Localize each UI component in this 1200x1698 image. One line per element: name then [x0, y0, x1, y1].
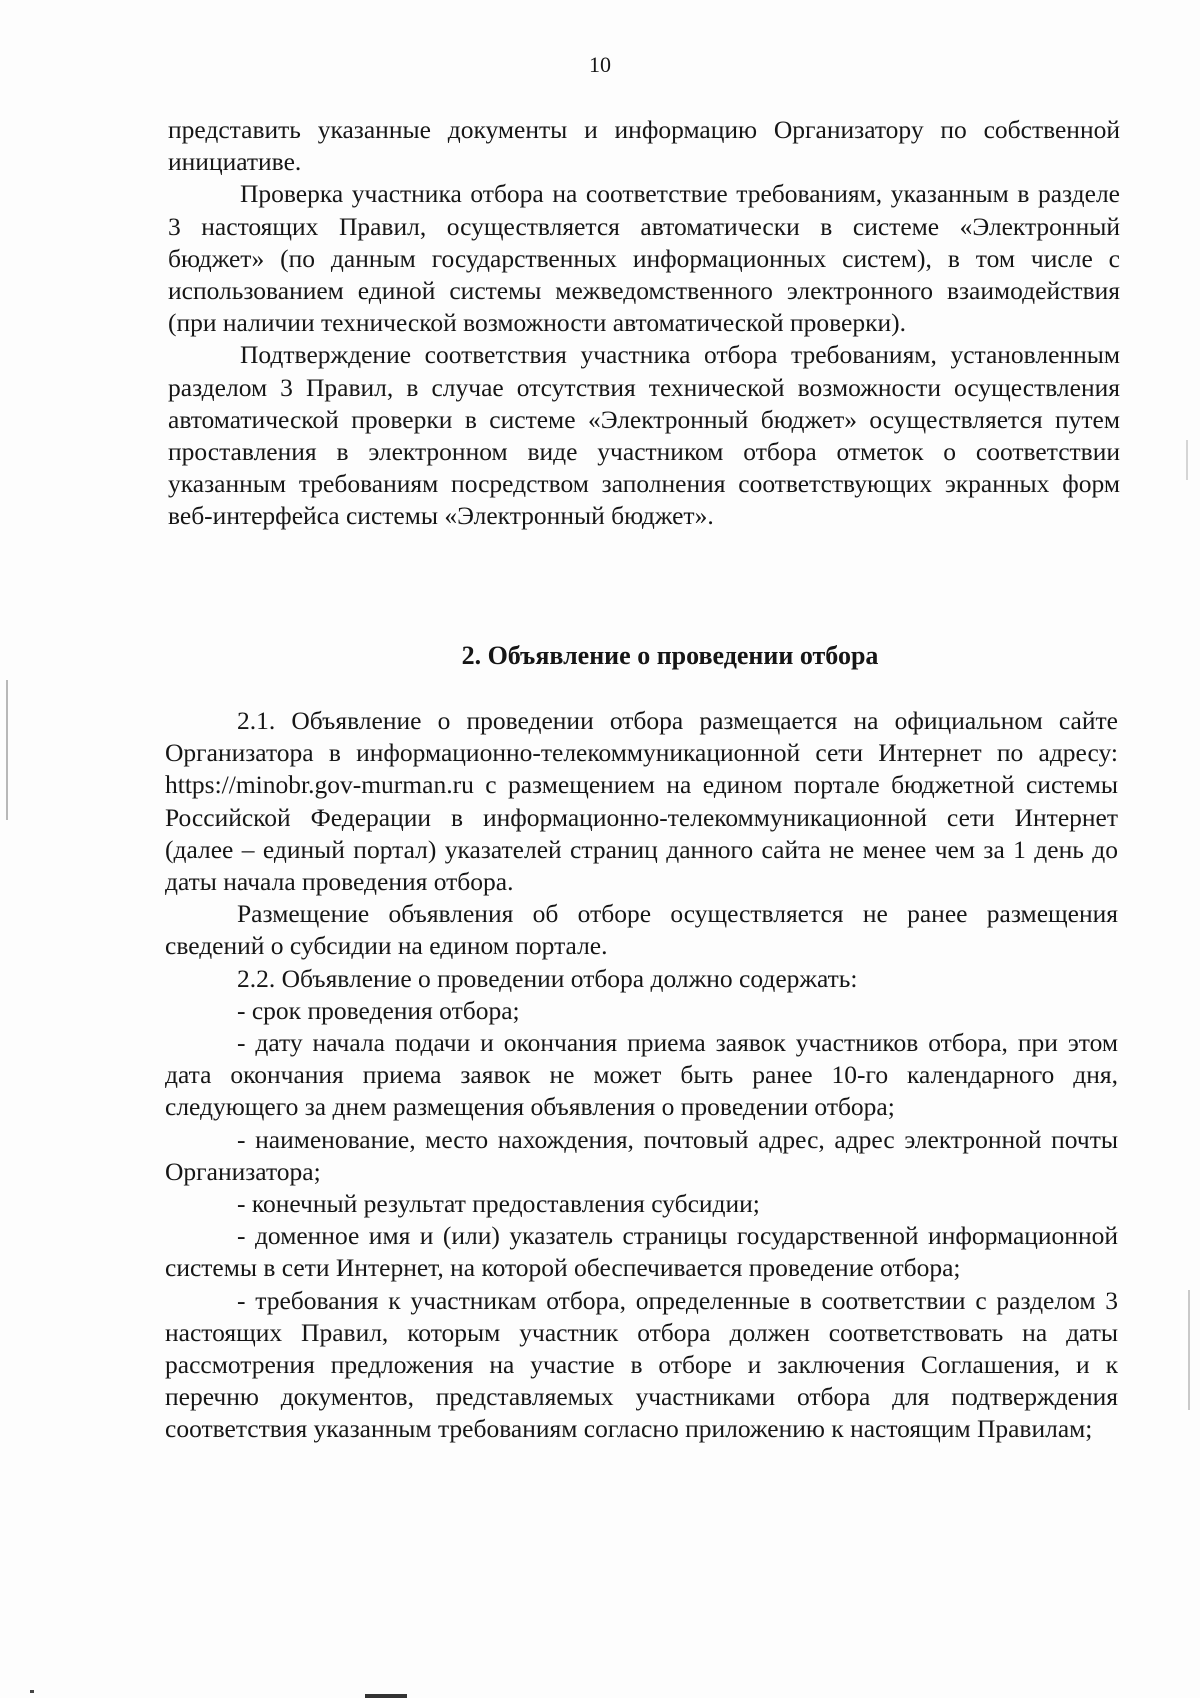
list-item-requirements: - требования к участникам отбора, определенные в соответствии с разделом 3 настоящих Правил, которым участник отбора должен соответствовать на даты рассмотрения предложения на участие в отборе и заключения Соглашения, и к перечню документов, представляемых участниками отбора для подтверждения соответствия указанным требованиям согласно приложению к настоящим Правилам;	[165, 1285, 1118, 1444]
paragraph-placement: Размещение объявления об отборе осуществляется не ранее размещения сведений о субсидии на едином портале.	[165, 899, 1118, 961]
section-1-body	[168, 114, 1120, 533]
page-number: 10	[589, 52, 611, 77]
scan-artifact-dot	[30, 1690, 34, 1693]
section-heading: 2. Объявление о проведении отбора	[461, 641, 879, 670]
paragraph-confirmation: Подтверждение соответствия участника отбора требованиям, установленным разделом 3 Правил, в случае отсутствия технической возможности осуществления автоматической проверки в системе «Электронный бюджет» осуществляется путем проставления в электронном виде участником отбора отметок о соответствии указанным требованиям посредством заполнения соответствующих экранных форм веб-интерфейса системы «Электронный бюджет».	[168, 340, 1120, 531]
paragraph-2-1: 2.1. Объявление о проведении отбора размещается на официальном сайте Организатора в информационно-телекоммуникационной сети Интернет по адресу: https://minobr.gov-murman.ru с размещением на едином портале бюджетной системы Российской Федерации в информационно-телекоммуникационной сети Интернет (далее – единый портал) указателей страниц данного сайта не менее чем за 1 день до даты начала проведения отбора.	[165, 706, 1118, 897]
list-item-dates: - дату начала подачи и окончания приема заявок участников отбора, при этом дата окончания приема заявок не может быть ранее 10-го календарного дня, следующего за днем размещения объявления о проведении отбора;	[165, 1028, 1118, 1122]
list-item-term: - срок проведения отбора;	[237, 995, 520, 1025]
section-2-body	[165, 705, 1118, 1446]
scan-artifact-right-bottom	[1188, 1290, 1190, 1410]
scan-artifact-left	[6, 680, 8, 820]
paragraph-2-2: 2.2. Объявление о проведении отбора должно содержать:	[237, 963, 858, 993]
list-item-result: - конечный результат предоставления субсидии;	[237, 1189, 760, 1219]
list-item-organizer: - наименование, место нахождения, почтовый адрес, адрес электронной почты Организатора;	[165, 1124, 1118, 1186]
paragraph-verification: Проверка участника отбора на соответствие требованиям, указанным в разделе 3 настоящих Правил, осуществляется автоматически в системе «Электронный бюджет» (по данным государственных информационных систем), в том числе с использованием единой системы межведомственного электронного взаимодействия (при наличии технической возможности автоматической проверки).	[168, 179, 1120, 338]
list-item-domain: - доменное имя и (или) указатель страницы государственной информационной системы в сети Интернет, на которой обеспечивается проведение отбора;	[165, 1221, 1118, 1283]
paragraph-continuation: представить указанные документы и информацию Организатору по собственной инициативе.	[168, 115, 1120, 177]
scan-artifact-right-top	[1186, 440, 1188, 480]
scan-artifact-bottom	[365, 1694, 407, 1698]
